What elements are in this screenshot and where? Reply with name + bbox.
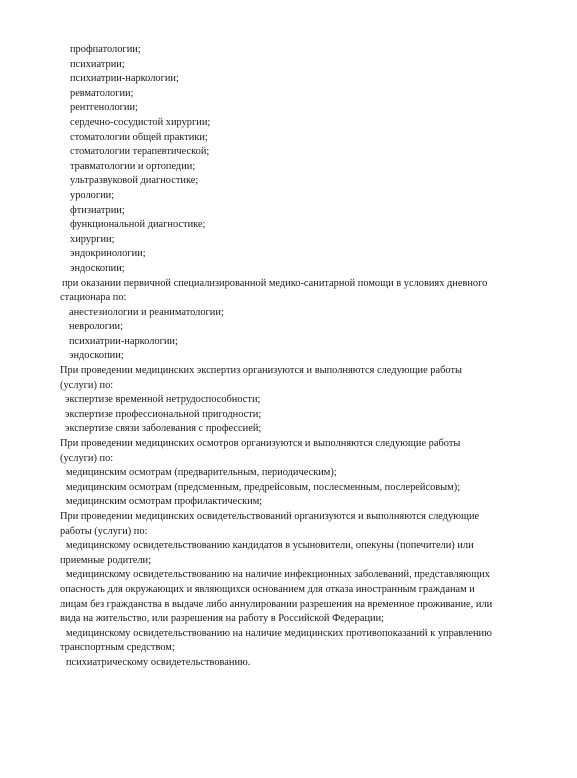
list-item: анестезиологии и реаниматологии; xyxy=(69,306,224,318)
list-item: экспертизе профессиональной пригодности; xyxy=(65,408,262,420)
paragraph-line: (услуги) по: xyxy=(60,452,114,464)
list-item: ревматологии; xyxy=(70,87,134,99)
list-item: экспертизе связи заболевания с профессией; xyxy=(65,423,262,435)
list-item: медицинскому освидетельствованию кандидатов в усыновители, опекуны (попечители) или xyxy=(66,540,474,552)
list-item-continuation: транспортным средством; xyxy=(60,642,175,654)
list-item: эндоскопии; xyxy=(70,262,125,274)
list-item: эндокринологии; xyxy=(70,248,146,260)
document-body xyxy=(0,43,577,671)
paragraph-line: работы (услуги) по: xyxy=(60,525,148,537)
list-item-continuation: опасность для окружающих и являющихся основанием для отказа иностранным гражданам и xyxy=(60,583,475,595)
list-item: психиатрии; xyxy=(70,58,125,70)
list-item: психиатрии-наркологии; xyxy=(70,73,179,85)
list-item: сердечно-сосудистой хирургии; xyxy=(70,116,211,128)
list-item: урологии; xyxy=(70,189,115,201)
paragraph-line: При проведении медицинских осмотров организуются и выполняются следующие работы xyxy=(60,438,461,450)
paragraph-line: (услуги) по: xyxy=(60,379,114,391)
list-item: медицинским осмотрам профилактическим; xyxy=(66,496,263,508)
list-item: медицинским осмотрам (предварительным, периодическим); xyxy=(66,467,337,479)
list-item: медицинскому освидетельствованию на наличие медицинских противопоказаний к управлению xyxy=(66,627,492,639)
list-item: травматологии и ортопедии; xyxy=(70,160,196,172)
list-item: фтизиатрии; xyxy=(70,204,125,216)
list-item: психиатрическому освидетельствованию. xyxy=(66,656,251,668)
list-item: неврологии; xyxy=(69,321,123,333)
list-item: медицинским осмотрам (предсменным, предрейсовым, послесменным, послерейсовым); xyxy=(66,481,461,493)
paragraph-line: при оказании первичной специализированной медико-санитарной помощи в условиях дневного xyxy=(62,277,488,289)
list-item-continuation: лицам без гражданства в выдаче либо аннулировании разрешения на временное проживание, или xyxy=(60,598,493,610)
list-item: ультразвуковой диагностике; xyxy=(70,175,199,187)
list-item: эндоскопии; xyxy=(69,350,124,362)
paragraph-line: стационара по: xyxy=(60,292,127,304)
list-item-continuation: приемные родители; xyxy=(60,554,151,566)
list-item-continuation: вида на жительство, или разрешения на работу в Российской Федерации; xyxy=(60,613,385,625)
list-item: медицинскому освидетельствованию на наличие инфекционных заболеваний, представляющих xyxy=(66,569,490,581)
paragraph-line: При проведении медицинских экспертиз организуются и выполняются следующие работы xyxy=(60,365,462,377)
list-item: экспертизе временной нетрудоспособности; xyxy=(65,394,261,406)
list-item: профпатологии; xyxy=(70,44,141,55)
list-item: стоматологии общей практики; xyxy=(70,131,208,143)
list-item: функциональной диагностике; xyxy=(70,219,206,231)
paragraph-line: При проведении медицинских освидетельствований организуются и выполняются следующие xyxy=(60,511,480,522)
list-item: рентгенологии; xyxy=(70,102,138,114)
list-item: хирургии; xyxy=(70,233,115,245)
list-item: психиатрии-наркологии; xyxy=(69,335,178,347)
list-item: стоматологии терапевтической; xyxy=(70,146,210,158)
